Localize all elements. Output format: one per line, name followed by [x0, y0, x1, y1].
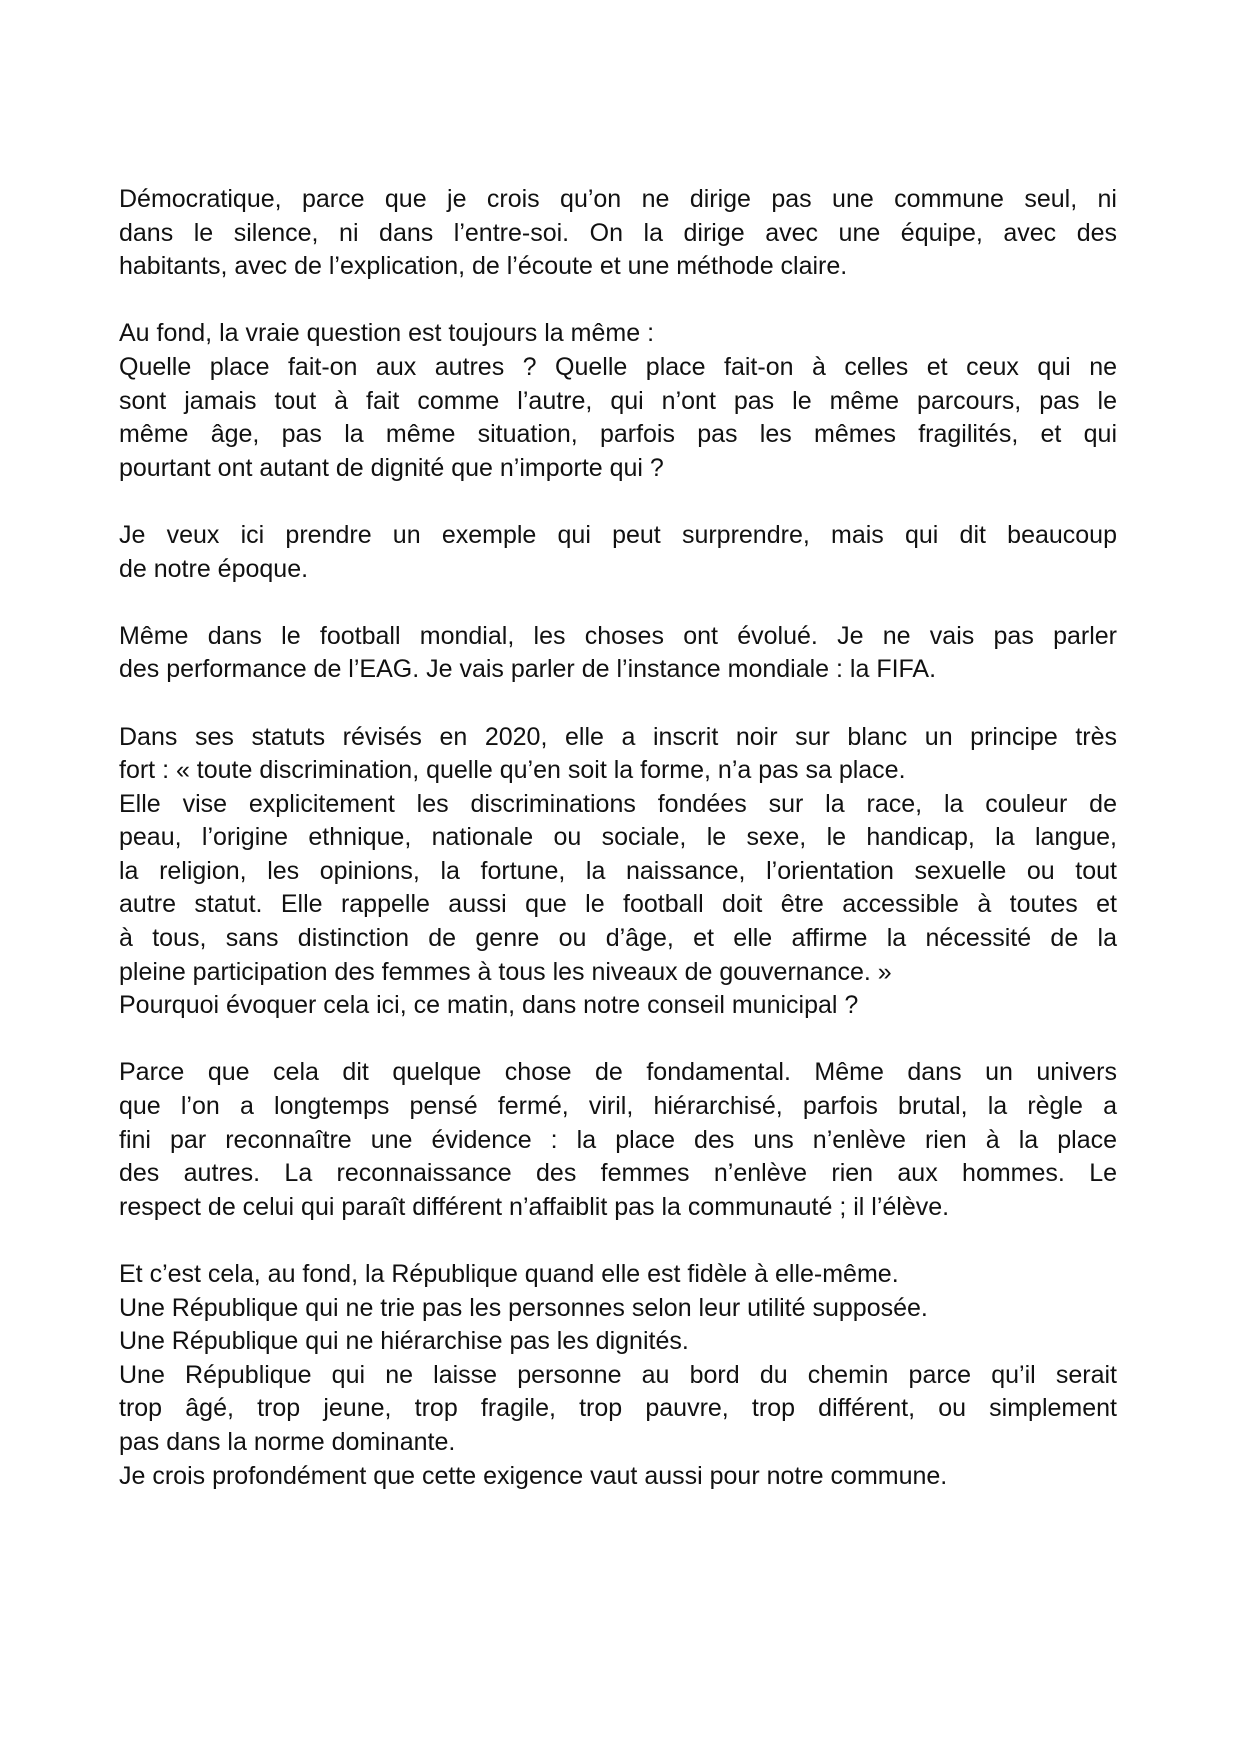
text-line: la religion, les opinions, la fortune, la naissance, l’orientation sexuelle ou tout — [119, 856, 1117, 885]
text-line: même âge, pas la même situation, parfois pas les mêmes fragilités, et qui — [119, 420, 1117, 449]
text-line: Parce que cela dit quelque chose de fondamental. Même dans un univers — [119, 1058, 1117, 1087]
text-line: dans le silence, ni dans l’entre-soi. On la dirige avec une équipe, avec des — [119, 218, 1117, 247]
text-line: Elle vise explicitement les discriminations fondées sur la race, la couleur de — [119, 789, 1117, 818]
text-line: fort : « toute discrimination, quelle qu’en soit la forme, n’a pas sa place. — [119, 756, 906, 785]
text-line: peau, l’origine ethnique, nationale ou sociale, le sexe, le handicap, la langue, — [119, 823, 1117, 852]
text-line: des autres. La reconnaissance des femmes n’enlève rien aux hommes. Le — [119, 1159, 1117, 1188]
paragraph — [119, 317, 1117, 485]
text-line: Au fond, la vraie question est toujours la même : — [119, 319, 655, 348]
text-line: Quelle place fait-on aux autres ? Quelle place fait-on à celles et ceux qui ne — [119, 352, 1117, 381]
text-line: Et c’est cela, au fond, la République quand elle est fidèle à elle-même. — [119, 1260, 899, 1288]
text-line: Je crois profondément que cette exigence vaut aussi pour notre commune. — [119, 1461, 948, 1490]
text-line: trop âgé, trop jeune, trop fragile, trop pauvre, trop différent, ou simplement — [119, 1394, 1117, 1423]
text-line: des performance de l’EAG. Je vais parler de l’instance mondiale : la FIFA. — [119, 655, 937, 684]
text-line: sont jamais tout à fait comme l’autre, qui n’ont pas le même parcours, pas le — [119, 386, 1117, 415]
text-line: à tous, sans distinction de genre ou d’âge, et elle affirme la nécessité de la — [119, 924, 1117, 953]
paragraph — [119, 1258, 1117, 1493]
paragraph — [119, 721, 1117, 1023]
paragraph — [119, 1056, 1117, 1224]
text-line: fini par reconnaître une évidence : la place des uns n’enlève rien à la place — [119, 1125, 1117, 1154]
text-line: pleine participation des femmes à tous les niveaux de gouvernance. » — [119, 957, 892, 986]
text-line: Une République qui ne trie pas les personnes selon leur utilité supposée. — [119, 1293, 928, 1322]
text-line: Même dans le football mondial, les choses ont évolué. Je ne vais pas parler — [119, 621, 1117, 650]
text-line: respect de celui qui paraît différent n’affaiblit pas la communauté ; il l’élève. — [119, 1192, 950, 1221]
paragraph — [119, 183, 1117, 284]
text-line: Démocratique, parce que je crois qu’on ne dirige pas une commune seul, ni — [119, 185, 1117, 213]
document-body — [119, 183, 1117, 1493]
text-line: Une République qui ne hiérarchise pas les dignités. — [119, 1327, 689, 1356]
text-line: habitants, avec de l’explication, de l’écoute et une méthode claire. — [119, 252, 848, 281]
text-line: de notre époque. — [119, 554, 309, 583]
text-line: Dans ses statuts révisés en 2020, elle a inscrit noir sur blanc un principe très — [119, 722, 1117, 751]
text-line: autre statut. Elle rappelle aussi que le football doit être accessible à toutes et — [119, 890, 1117, 919]
paragraph — [119, 519, 1117, 586]
text-line: pourtant ont autant de dignité que n’importe qui ? — [119, 453, 664, 482]
text-line: Une République qui ne laisse personne au bord du chemin parce qu’il serait — [119, 1360, 1117, 1389]
paragraph — [119, 620, 1117, 687]
text-line: que l’on a longtemps pensé fermé, viril, hiérarchisé, parfois brutal, la règle a — [119, 1092, 1117, 1121]
text-line: Pourquoi évoquer cela ici, ce matin, dans notre conseil municipal ? — [119, 991, 859, 1020]
text-line: pas dans la norme dominante. — [119, 1427, 456, 1456]
text-line: Je veux ici prendre un exemple qui peut surprendre, mais qui dit beaucoup — [119, 520, 1117, 549]
